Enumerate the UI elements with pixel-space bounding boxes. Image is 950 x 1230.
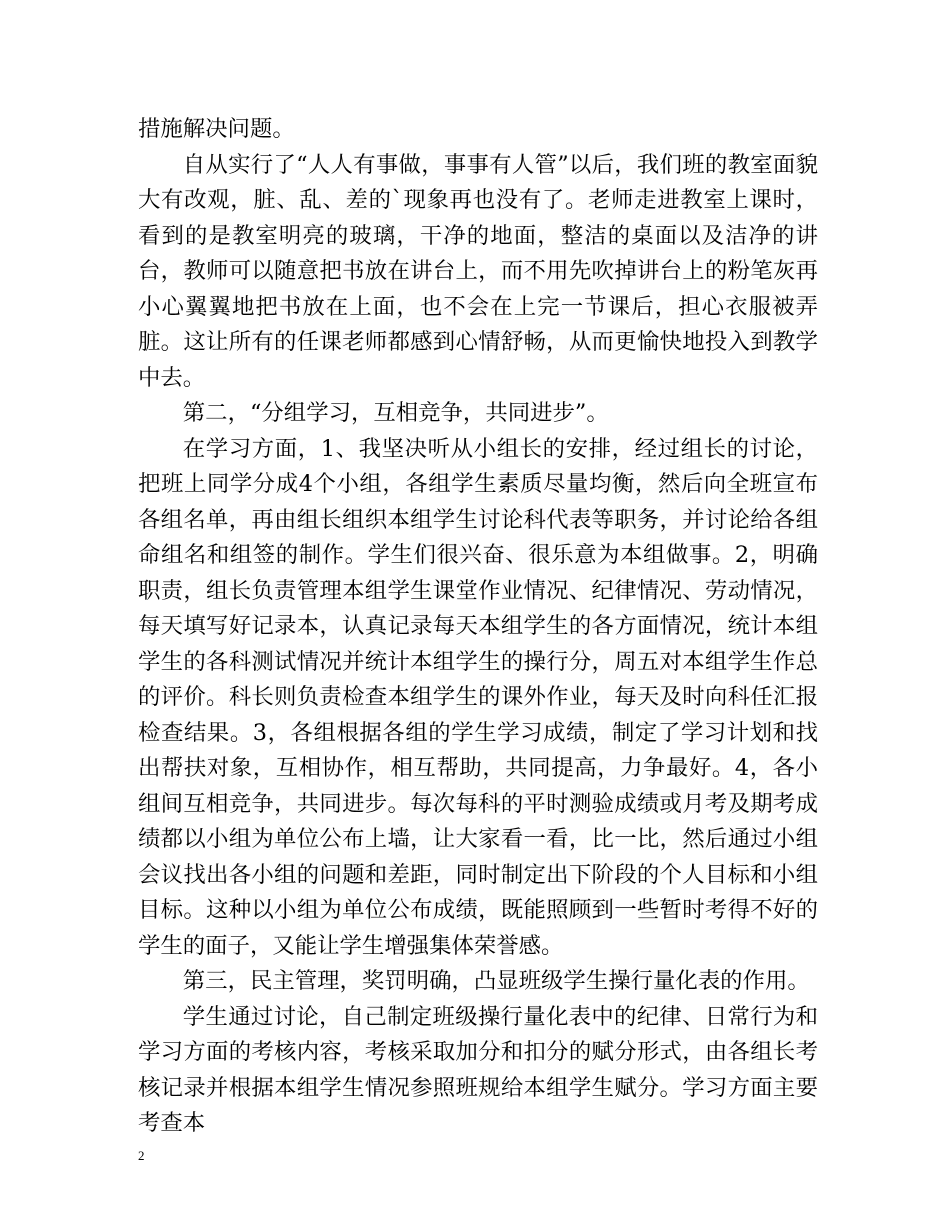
- document-body: [138, 112, 818, 1142]
- paragraph-5-heading: 第三，民主管理，奖罚明确，凸显班级学生操行量化表的作用。: [182, 968, 810, 994]
- paragraph-6: 学生通过讨论，自己制定班级操行量化表中的纪律、日常行为和学习方面的考核内容，考核采取加分和扣分的赋分形式，由各组长考核记录并根据本组学生情况参照班规给本组学生赋分。学习方面主要考查本: [138, 1003, 818, 1136]
- paragraph-4: 在学习方面，1、我坚决听从小组长的安排，经过组长的讨论，把班上同学分成4个小组，各组学生素质尽量均衡，然后向全班宣布各组名单，再由组长组织本组学生讨论科代表等职务，并讨论给各组命组名和组签的制作。学生们很兴奋、很乐意为本组做事。2，明确职责，组长负责管理本组学生课堂作业情况、纪律情况、劳动情况，每天填写好记录本，认真记录每天本组学生的各方面情况，统计本组学生的各科测试情况并统计本组学生的操行分，周五对本组学生作总的评价。科长则负责检查本组学生的课外作业，每天及时向科任汇报检查结果。3，各组根据各组的学生学习成绩，制定了学习计划和找出帮扶对象，互相协作，相互帮助，共同提高，力争最好。4，各小组间互相竞争，共同进步。每次每科的平时测验成绩或月考及期考成绩都以小组为单位公布上墙，让大家看一看，比一比，然后通过小组会议找出各小组的问题和差距，同时制定出下阶段的个人目标和小组目标。这种以小组为单位公布成绩，既能照顾到一些暂时考得不好的学生的面子，又能让学生增强集体荣誉感。: [138, 435, 818, 959]
- paragraph-3-heading: 第二，“分组学习，互相竞争，共同进步”。: [182, 400, 609, 426]
- paragraph-2: 自从实行了“人人有事做，事事有人管”以后，我们班的教室面貌大有改观，脏、乱、差的`现象再也没有了。老师走进教室上课时，看到的是教室明亮的玻璃，干净的地面，整洁的桌面以及洁净的讲台，教师可以随意把书放在讲台上，而不用先吹掉讲台上的粉笔灰再小心翼翼地把书放在上面，也不会在上完一节课后，担心衣服被弄脏。这让所有的任课老师都感到心情舒畅，从而更愉快地投入到教学中去。: [138, 151, 818, 391]
- paragraph-1: 措施解决问题。: [138, 116, 295, 142]
- page-number: 2: [138, 1148, 145, 1163]
